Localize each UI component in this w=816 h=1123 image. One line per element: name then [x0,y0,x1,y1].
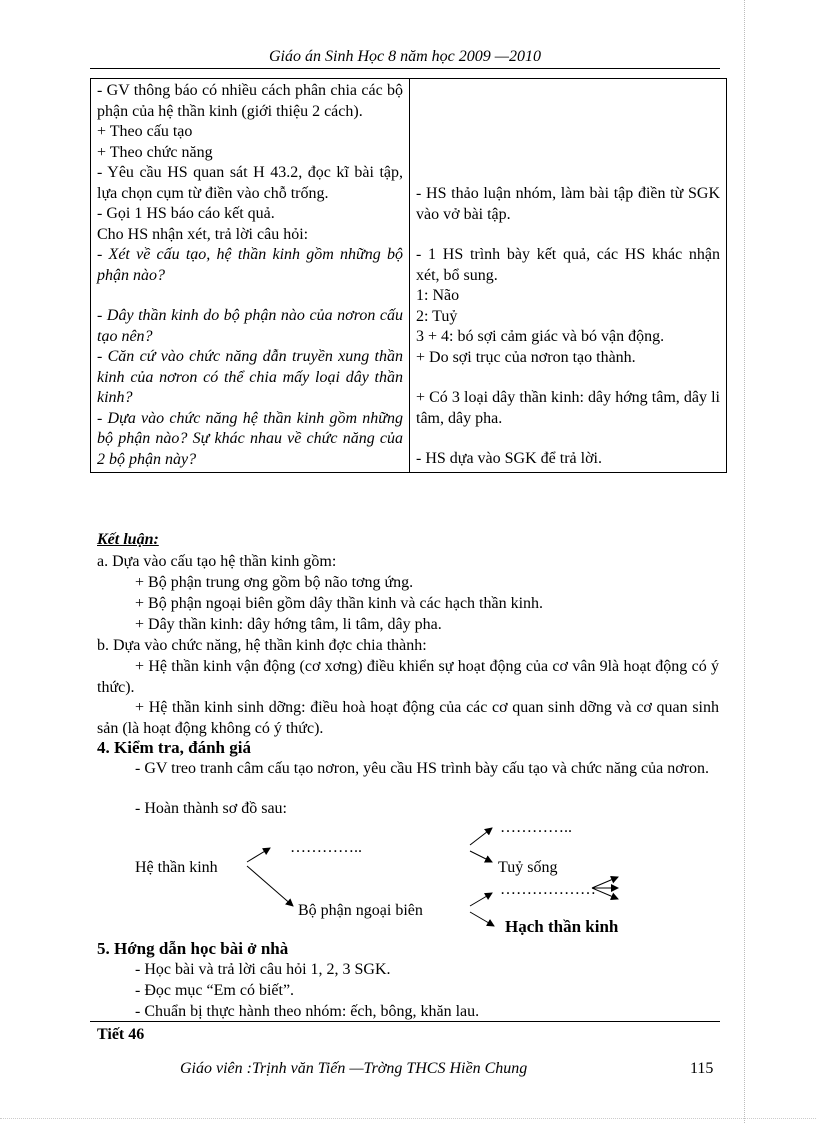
section4-heading: 4. Kiểm tra, đánh giá [97,738,251,757]
diagram-blank-top: ………….. [500,819,572,836]
arrow-right-bottom [592,888,618,899]
diagram-blank-mid: ……………… [500,881,596,898]
student-line: - HS dựa vào SGK để trả lời. [416,450,602,467]
teacher-line: + Theo cấu tạo [97,123,193,140]
student-line: 2: Tuỷ [416,307,458,325]
bottom-rule [90,1021,720,1022]
arrow-to-spinal [470,851,492,862]
student-line: + Do sợi trục của nơron tạo thành. [416,348,636,366]
section4-text: - Hoàn thành sơ đồ sau: [135,800,287,817]
arrow-to-center [247,848,270,862]
student-line: 1: Não [416,287,460,304]
arrow-to-blank-top [470,828,492,845]
margin-line [744,0,745,1123]
arrow-to-blank-mid [470,893,492,906]
arrow-right-top [592,877,618,888]
student-line: 3 + 4: bó sợi cảm giác và bó vận động. [416,328,665,345]
teacher-line: + Theo chức năng [97,143,213,161]
conclusion-b-intro: b. Dựa vào chức năng, hệ thần kinh đợc chia thành: [97,637,427,654]
conclusion-a-intro: a. Dựa vào cấu tạo hệ thần kinh gồm: [97,553,337,570]
student-line: - HS thảo luận nhóm, làm bài tập điền từ SGK vào vở bài tập. [416,185,720,223]
student-line: + Có 3 loại dây thần kinh: dây hớng tâm, dây li tâm, dây pha. [416,389,720,427]
next-lesson-label: Tiết 46 [97,1026,145,1043]
section5-item: - Học bài và trả lời câu hỏi 1, 2, 3 SGK. [135,961,391,978]
teacher-question: - Căn cứ vào chức năng dẫn truyền xung thần kinh của nơron có thể chia mấy loại dây thần kinh? [97,348,403,406]
diagram-spinal-label: Tuỷ sống [498,859,558,876]
teacher-line: - GV thông báo có nhiều cách phân chia các bộ phận của hệ thần kinh (giới thiệu 2 cách). [97,82,403,120]
teacher-line: - Yêu cầu HS quan sát H 43.2, đọc kĩ bài tập, lựa chọn cụm từ điền vào chỗ trống. [97,164,403,202]
section5-item: - Chuẩn bị thực hành theo nhóm: ếch, bông, khăn lau. [135,1003,480,1020]
page-edge [0,1118,816,1119]
section5-heading: 5. Hớng dẫn học bài ở nhà [97,939,289,958]
arrow-to-peripheral [247,866,293,906]
conclusion-heading: Kết luận: [97,531,159,548]
teacher-question: - Xét về cấu tạo, hệ thần kinh gồm những bộ phận nào? [97,246,403,284]
conclusion-a-item: + Dây thần kinh: dây hớng tâm, li tâm, dây pha. [135,616,442,633]
conclusion-b-item: + Hệ thần kinh sinh dỡng: điều hoà hoạt động của các cơ quan sinh dỡng và cơ quan sinh sản (là hoạt động không có ý thức). [97,699,719,737]
section5-item: - Đọc mục “Em có biết”. [135,982,295,999]
diagram-blank-center: ………….. [290,839,362,856]
student-line: - 1 HS trình bày kết quả, các HS khác nhận xét, bổ sung. [416,246,720,284]
teacher-question: - Dây thần kinh do bộ phận nào của nơron cấu tạo nên? [97,307,403,345]
diagram-root-label: Hệ thần kinh [135,859,218,876]
conclusion-b-item: + Hệ thần kinh vận động (cơ xơng) điều khiển sự hoạt động của cơ vân 9là hoạt động có ý thức). [97,658,719,696]
conclusion-a-item: + Bộ phận ngoại biên gồm dây thần kinh và các hạch thần kinh. [135,595,544,612]
diagram-ganglion-label: Hạch thần kinh [505,917,619,936]
arrow-to-ganglion [470,912,494,926]
conclusion-a-item: + Bộ phận trung ơng gồm bộ não tơng ứng. [135,574,414,591]
diagram-peripheral-label: Bộ phận ngoại biên [298,902,423,919]
page-number: 115 [690,1060,714,1077]
footer-teacher: Giáo viên :Trịnh văn Tiến —Trờng THCS Hiền Chung [180,1060,528,1077]
teacher-line: Cho HS nhận xét, trả lời câu hỏi: [97,225,309,243]
teacher-question: - Dựa vào chức năng hệ thần kinh gồm những bộ phận nào? Sự khác nhau về chức năng của 2 bộ phận này? [97,409,403,468]
section4-text: - GV treo tranh câm cấu tạo nơron, yêu cầu HS trình bày cấu tạo và chức năng của nơron. [135,760,709,777]
teacher-line: - Gọi 1 HS báo cáo kết quả. [97,205,275,222]
page-header: Giáo án Sinh Học 8 năm học 2009 —2010 [269,48,541,65]
